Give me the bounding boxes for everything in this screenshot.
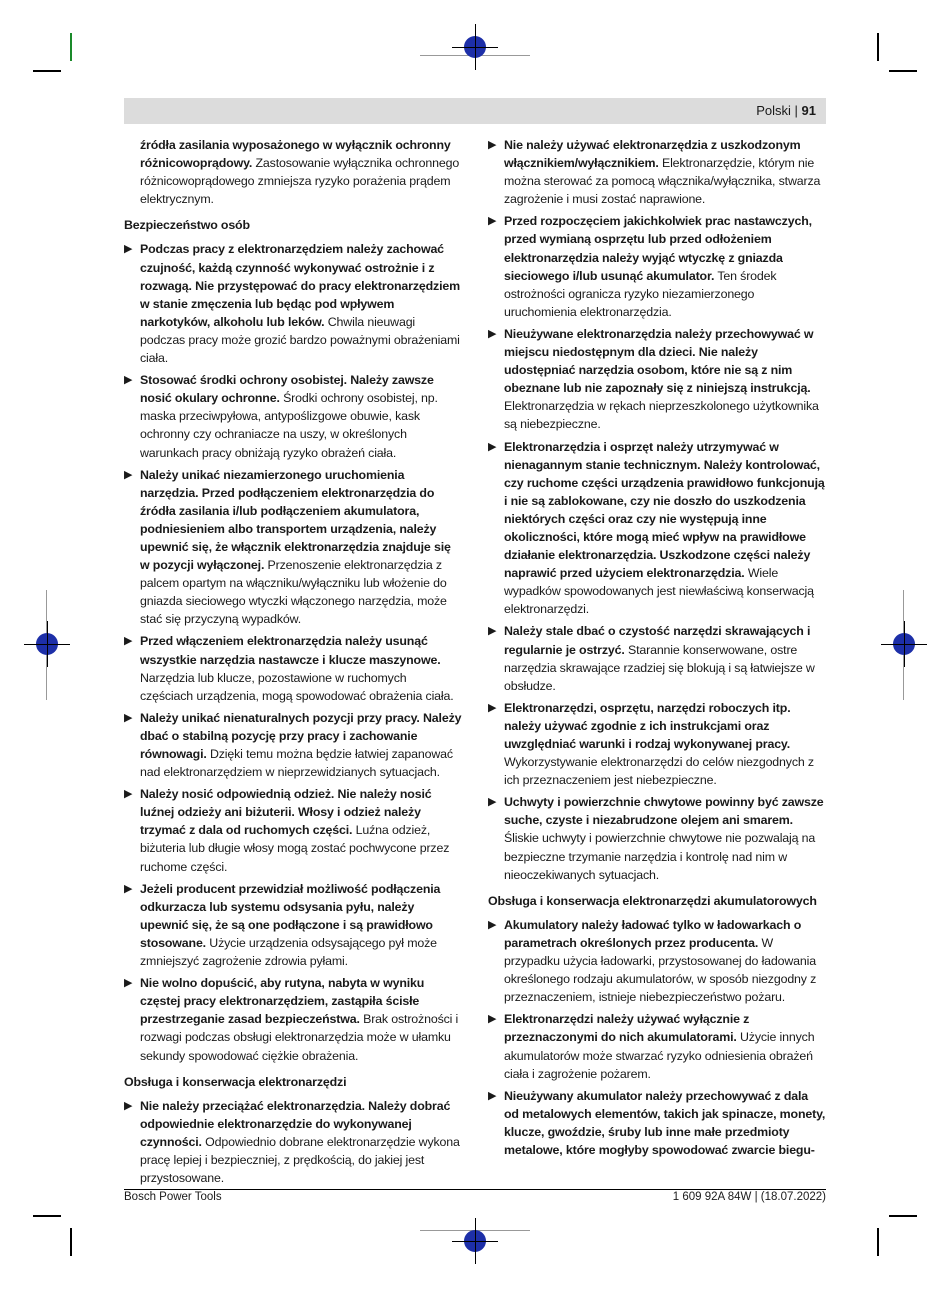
registration-mark-icon bbox=[464, 36, 486, 58]
registration-mark-icon bbox=[36, 633, 58, 655]
bullet-arrow-icon: ▶ bbox=[488, 701, 497, 714]
list-item bbox=[488, 793, 826, 883]
item-text: Ten środek ostrożności ogranicza ryzyko niezamierzonego uruchomienia elektronarzędzia. bbox=[504, 268, 777, 319]
list-item bbox=[124, 371, 462, 461]
bullet-arrow-icon: ▶ bbox=[124, 977, 133, 990]
bullet-arrow-icon: ▶ bbox=[488, 1089, 497, 1102]
intro-bold: źródła zasilania wyposażonego w wyłącznik ochronny różnicowoprądowy. bbox=[140, 138, 451, 171]
footer-brand: Bosch Power Tools bbox=[124, 1191, 222, 1203]
bullet-list bbox=[124, 240, 462, 1064]
bullet-arrow-icon: ▶ bbox=[124, 374, 133, 387]
item-bold-text: Przed włączeniem elektronarzędzia należy usunąć wszystkie narzędzia nastawcze i klucze maszynowe. bbox=[140, 634, 441, 667]
list-item bbox=[488, 916, 826, 1006]
page-number: 91 bbox=[801, 103, 816, 118]
header-language: Polski bbox=[756, 103, 791, 118]
footer-rule bbox=[124, 1189, 826, 1190]
item-text: Odpowiednio dobrane elektronarzędzie wykona pracę lepiej i bezpieczniej, z prędkością, do jakiej jest przystosowane. bbox=[140, 1134, 460, 1186]
bullet-arrow-icon: ▶ bbox=[488, 918, 497, 931]
item-bold-text: Stosować środki ochrony osobistej. Należy zawsze nosić okulary ochronne. bbox=[140, 373, 434, 406]
item-text: Elektronarzędzia w rękach nieprzeszkolonego użytkownika są niebezpieczne. bbox=[504, 399, 819, 432]
item-text: Brak ostrożności i rozwagi podczas obsługi elektronarzędzia może w ułamku sekundy spowodować ciężkie obrażenia. bbox=[140, 1012, 459, 1063]
bullet-arrow-icon: ▶ bbox=[488, 139, 497, 151]
bullet-arrow-icon: ▶ bbox=[124, 711, 133, 724]
item-bold-text: Należy nosić odpowiednią odzież. Nie należy nosić luźnej odzieży ani biżuterii. Włosy i odzież należy trzymać z dala od ruchomych części. bbox=[140, 787, 432, 838]
bullet-arrow-icon: ▶ bbox=[124, 788, 133, 801]
crop-mark bbox=[889, 70, 917, 72]
crop-mark bbox=[33, 70, 61, 72]
item-bold-text: Nieużywane elektronarzędzia należy przechowywać w miejscu niedostępnym dla dzieci. Nie należy udostępniać narzędzia osobom, które nie są z nim obeznane lub nie zapoznały się z niniejszą instrukcją. bbox=[504, 326, 814, 396]
list-item bbox=[488, 212, 826, 321]
bullet-arrow-icon: ▶ bbox=[488, 796, 497, 809]
item-bold-text: Należy unikać nienaturalnych pozycji przy pracy. Należy dbać o stabilną pozycję przy pracy i zachowanie równowagi. bbox=[140, 710, 462, 761]
list-item bbox=[488, 1010, 826, 1082]
bullet-arrow-icon: ▶ bbox=[124, 468, 133, 481]
item-text: Dzięki temu można będzie łatwiej zapanować nad elektronarzędziem w nieprzewidzianych sytuacjach. bbox=[140, 747, 453, 780]
list-item bbox=[124, 785, 462, 875]
item-text: Przenoszenie elektronarzędzia z palcem opartym na włączniku/wyłączniku lub włożenie do gniazda sieciowego wtyczki włączonego narzędzia, może stać się przyczyną wypadków. bbox=[140, 558, 447, 627]
item-text: Użycie urządzenia odsysającego pył może zmniejszyć zagrożenie zdrowia pyłami. bbox=[140, 935, 437, 969]
list-item bbox=[124, 466, 462, 629]
item-bold-text: Nie należy przeciążać elektronarzędzia. Należy dobrać odpowiednie elektronarzędzie do wykonywanej czynności. bbox=[140, 1098, 451, 1149]
item-text: Starannie konserwowane, ostre narzędzia skrawające rzadziej się blokują i są łatwiejsze w obsłudze. bbox=[504, 642, 815, 693]
bullet-arrow-icon: ▶ bbox=[124, 243, 133, 256]
bullet-arrow-icon: ▶ bbox=[488, 1013, 497, 1026]
item-text: W przypadku użycia ładowarki, przystosowanej do ładowania określonego rodzaju akumulatorów, w sposób niezgodny z przeznaczeniem, istnieje niebezpieczeństwo pożaru. bbox=[504, 935, 817, 1005]
crop-mark bbox=[889, 1215, 917, 1217]
list-item bbox=[124, 1097, 462, 1187]
item-bold-text: Elektronarzędzi, osprzętu, narzędzi roboczych itp. należy używać zgodnie z ich instrukcjami oraz uwzględniać warunki i rodzaj wykonywanej pracy. bbox=[504, 700, 791, 751]
page-header bbox=[124, 98, 826, 124]
item-bold-text: Nie należy używać elektronarzędzia z uszkodzonym włącznikiem/wyłącznikiem. bbox=[504, 138, 801, 171]
item-text: Wiele wypadków spowodowanych jest niewłaściwą konserwacją elektronarzędzi. bbox=[504, 566, 814, 617]
left-column bbox=[124, 136, 462, 1191]
intro-text: Zastosowanie wyłącznika ochronnego różnicowoprądowego zmniejsza ryzyko porażenia prądem elektrycznym. bbox=[140, 156, 460, 207]
registration-mark-icon bbox=[464, 1230, 486, 1252]
bullet-arrow-icon: ▶ bbox=[488, 440, 497, 453]
right-column bbox=[488, 136, 826, 1163]
item-text: Śliskie uchwyty i powierzchnie chwytowe nie pozwalają na bezpieczne trzymanie narzędzia i kontrolę nad nim w nieoczekiwanych sytuacjach. bbox=[504, 831, 816, 882]
bullet-arrow-icon: ▶ bbox=[488, 625, 497, 638]
item-text: Chwila nieuwagi podczas pracy może grozić bardzo poważnymi obrażeniami ciała. bbox=[140, 314, 460, 366]
crop-mark bbox=[33, 1215, 61, 1217]
section-heading: Obsługa i konserwacja elektronarzędzi bbox=[124, 1074, 347, 1089]
bullet-list bbox=[488, 916, 826, 1159]
crop-mark bbox=[877, 1228, 879, 1256]
list-item bbox=[488, 699, 826, 789]
crop-mark bbox=[70, 1228, 72, 1256]
bullet-arrow-icon: ▶ bbox=[124, 882, 133, 895]
item-bold-text: Nie wolno dopuścić, aby rutyna, nabyta w wyniku częstej pracy elektronarzędziem, zastąpiła ścisłe przestrzeganie zasad bezpieczeństwa. bbox=[140, 976, 425, 1027]
item-bold-text: Należy unikać niezamierzonego uruchomienia narzędzia. Przed podłączeniem elektronarzędzia do źródła zasilania i/lub podłączeniem akumulatora, podniesieniem albo transportem urządzenia, należy upewnić się, że włącznik elektronarzędzia znajduje się w pozycji wyłączonej. bbox=[140, 467, 451, 573]
item-text: Narzędzia lub klucze, pozostawione w ruchomych częściach urządzenia, mogą spowodować obrażenia ciała. bbox=[140, 670, 454, 703]
item-bold-text: Należy stale dbać o czystość narzędzi skrawających i regularnie je ostrzyć. bbox=[504, 624, 811, 657]
item-bold-text: Uchwyty i powierzchnie chwytowe powinny być zawsze suche, czyste i niezabrudzone olejem ani smarem. bbox=[504, 795, 824, 828]
intro-paragraph bbox=[140, 136, 462, 208]
item-text: Luźna odzież, biżuteria lub długie włosy mogą zostać pochwycone przez ruchome części. bbox=[140, 823, 450, 874]
bullet-arrow-icon: ▶ bbox=[488, 327, 497, 340]
item-text: Elektronarzędzie, którym nie można sterować za pomocą włącznika/wyłącznika, stwarza zagrożenie i musi zostać naprawione. bbox=[504, 156, 821, 207]
list-item bbox=[488, 438, 826, 619]
list-item bbox=[124, 632, 462, 704]
list-item bbox=[488, 136, 826, 208]
list-item bbox=[124, 240, 462, 367]
item-text: Wykorzystywanie elektronarzędzi do celów niezgodnych z ich przeznaczeniem jest niebezpieczne. bbox=[504, 755, 814, 788]
bullet-list bbox=[124, 1097, 462, 1187]
item-bold-text: Elektronarzędzi należy używać wyłącznie z przeznaczonymi do nich akumulatorami. bbox=[504, 1012, 750, 1045]
section-heading: Obsługa i konserwacja elektronarzędzi akumulatorowych bbox=[488, 893, 817, 908]
item-bold-text: Przed rozpoczęciem jakichkolwiek prac nastawczych, przed wymianą osprzętu lub przed odłożeniem elektronarzędzia należy wyjąć wtyczkę z gniazda sieciowego i/lub usunąć akumulator. bbox=[504, 214, 812, 283]
list-item bbox=[124, 709, 462, 781]
item-bold-text: Jeżeli producent przewidział możliwość podłączenia odkurzacza lub systemu odsysania pyłu, należy upewnić się, że są one podłączone i są prawidłowo stosowane. bbox=[140, 881, 441, 950]
header-label: Polski | 91 bbox=[756, 103, 816, 118]
list-item bbox=[488, 622, 826, 694]
list-item bbox=[488, 1087, 826, 1159]
item-bold-text: Podczas pracy z elektronarzędziem należy zachować czujność, każdą czynność wykonywać ostrożnie i z rozwagą. Nie przystępować do pracy elektronarzędziem w stanie zmęczenia lub będąc pod wpływem narkotyków, alkoholu lub leków. bbox=[140, 242, 460, 329]
item-text: Środki ochrony osobistej, np. maska przeciwpyłowa, antypoślizgowe obuwie, kask ochronny czy ochraniacze na uszy, w określonych warunkach pracy obniżają ryzyko obrażeń ciała. bbox=[140, 391, 438, 460]
registration-mark-icon bbox=[893, 633, 915, 655]
list-item bbox=[124, 880, 462, 970]
list-item bbox=[488, 325, 826, 434]
item-bold-text: Nieużywany akumulator należy przechowywać z dala od metalowych elementów, takich jak spinacze, monety, klucze, gwoździe, śruby lub inne małe przedmioty metalowe, które mogłyby spowodować zwarcie biegu- bbox=[504, 1088, 826, 1157]
list-item bbox=[124, 974, 462, 1064]
item-bold-text: Elektronarzędzia i osprzęt należy utrzymywać w nienagannym stanie technicznym. Należy kontrolować, czy ruchome części urządzenia prawidłowo funkcjonują i nie są zablokowane, czy nie doszło do uszkodzenia niektórych części oraz czy nie występują inne okoliczności, które mogą mieć wpływ na prawidłowe działanie elektronarzędzia. Uszkodzone części należy naprawić przed użyciem elektronarzędzia. bbox=[504, 439, 825, 581]
section-heading: Bezpieczeństwo osób bbox=[124, 218, 250, 233]
bullet-list bbox=[488, 136, 826, 884]
crop-mark bbox=[70, 33, 72, 61]
bullet-arrow-icon: ▶ bbox=[488, 215, 497, 228]
item-bold-text: Akumulatory należy ładować tylko w ładowarkach o parametrach określonych przez producenta. bbox=[504, 917, 802, 950]
footer-doc-id: 1 609 92A 84W | (18.07.2022) bbox=[672, 1191, 826, 1203]
crop-mark bbox=[877, 33, 879, 61]
item-text: Użycie innych akumulatorów może stwarzać ryzyko odniesienia obrażeń ciała i zagrożenie pożarem. bbox=[504, 1030, 815, 1081]
bullet-arrow-icon: ▶ bbox=[124, 1099, 133, 1112]
bullet-arrow-icon: ▶ bbox=[124, 635, 133, 648]
